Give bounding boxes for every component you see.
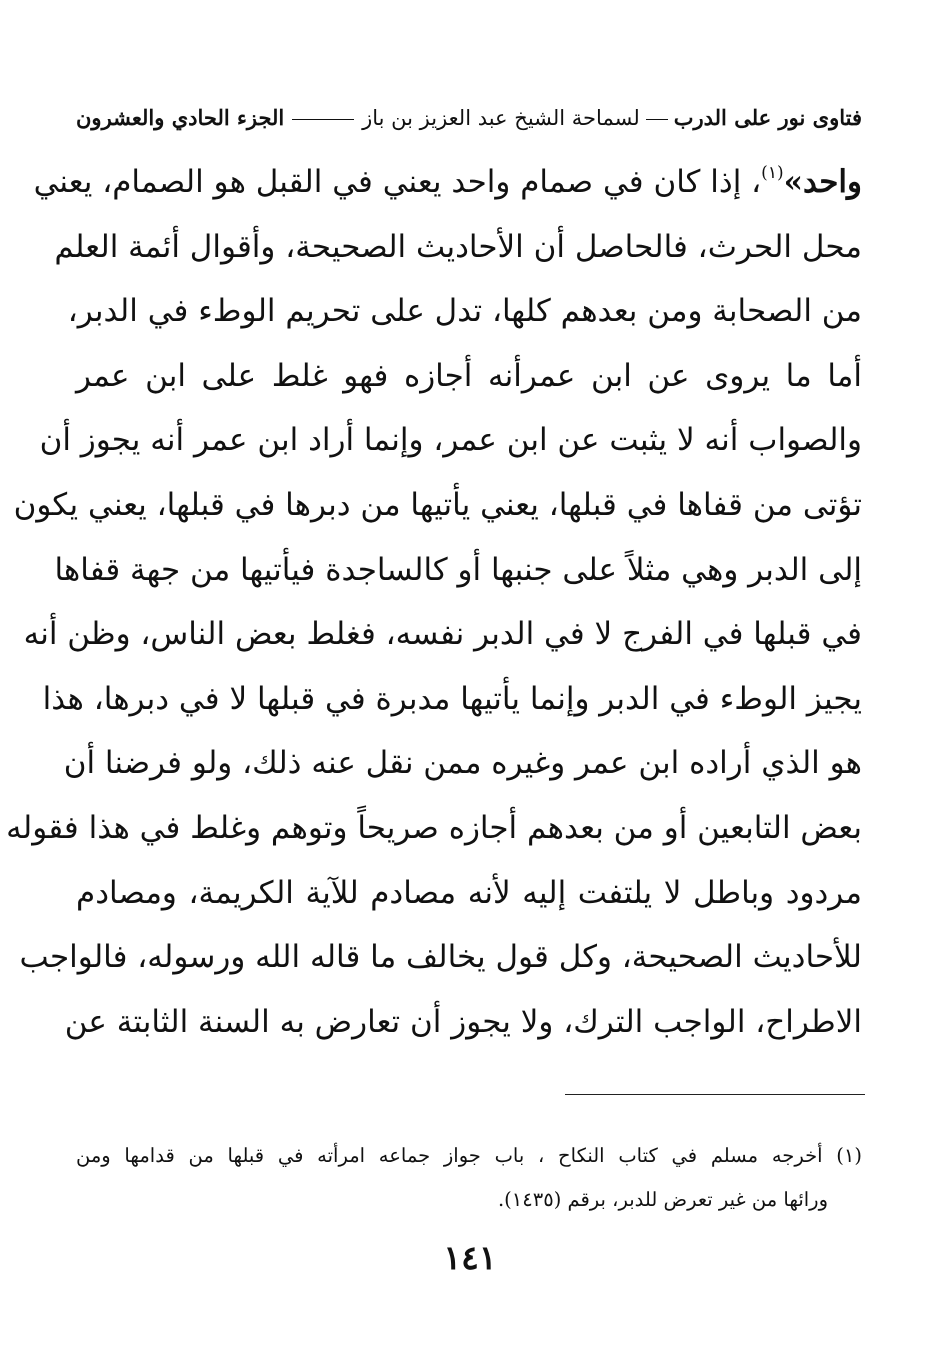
text-line: من الصحابة ومن بعدهم كلها، تدل على تحريم الوطء في الدبر، (67, 293, 862, 330)
first-line-text: ، إذا كان في صمام واحد يعني في القبل هو الصمام، يعني (33, 164, 762, 200)
header-separator (292, 119, 354, 120)
text-line: إلى الدبر وهي مثلاً على جنبها أو كالساجدة فيأتيها من جهة قفاها (54, 551, 862, 588)
text-line: أما ما يروى عن ابن عمرأنه أجازه فهو غلط على ابن عمر (76, 357, 862, 394)
text-line: والصواب أنه لا يثبت عن ابن عمر، وإنما أراد ابن عمر أنه يجوز أن (39, 422, 862, 459)
text-line (33, 150, 862, 215)
footnote-line: (١) أخرجه مسلم في كتاب النكاح ، باب جواز جماعه امرأته في قبلها من قدامها ومن (76, 1144, 862, 1167)
header-book-title: فتاوى نور على الدرب (673, 105, 862, 130)
footnote-reference[interactable]: (١) (761, 163, 784, 183)
body-text (6, 150, 862, 1054)
header-author: لسماحة الشيخ عبد العزيز بن باز (362, 106, 640, 130)
footnote-divider (565, 1094, 865, 1095)
text-line: للأحاديث الصحيحة، وكل قول يخالف ما قاله الله ورسوله، فالواجب (19, 939, 862, 976)
footnote-line: ورائها من غير تعرض للدبر، برقم (١٤٣٥). (497, 1188, 828, 1211)
text-line: محل الحرث، فالحاصل أن الأحاديث الصحيحة، وأقوال أئمة العلم (54, 228, 862, 265)
text-line: بعض التابعين أو من بعدهم أجازه صريحاً وتوهم وغلط في هذا فقوله (6, 809, 862, 846)
running-header (76, 98, 862, 138)
text-line: يجيز الوطء في الدبر وإنما يأتيها مدبرة في قبلها لا في دبرها، هذا (42, 680, 862, 717)
text-line: الاطراح، الواجب الترك، ولا يجوز أن تعارض به السنة الثابتة عن (64, 1003, 862, 1040)
first-word: واحد» (783, 164, 862, 200)
footnote (76, 1134, 862, 1222)
header-separator (646, 119, 668, 120)
page-number: ١٤١ (443, 1238, 497, 1277)
text-line: تؤتى من قفاها في قبلها، يعني يأتيها من دبرها في قبلها، يعني يكون (13, 486, 862, 523)
header-part: الجزء الحادي والعشرون (76, 105, 285, 130)
text-line: مردود وباطل لا يلتفت إليه لأنه مصادم للآية الكريمة، ومصادم (76, 874, 862, 911)
text-line: هو الذي أراده ابن عمر وغيره ممن نقل عنه ذلك، ولو فرضنا أن (63, 745, 862, 782)
text-line: في قبلها في الفرج لا في الدبر نفسه، فغلط بعض الناس، وظن أنه (23, 616, 862, 653)
